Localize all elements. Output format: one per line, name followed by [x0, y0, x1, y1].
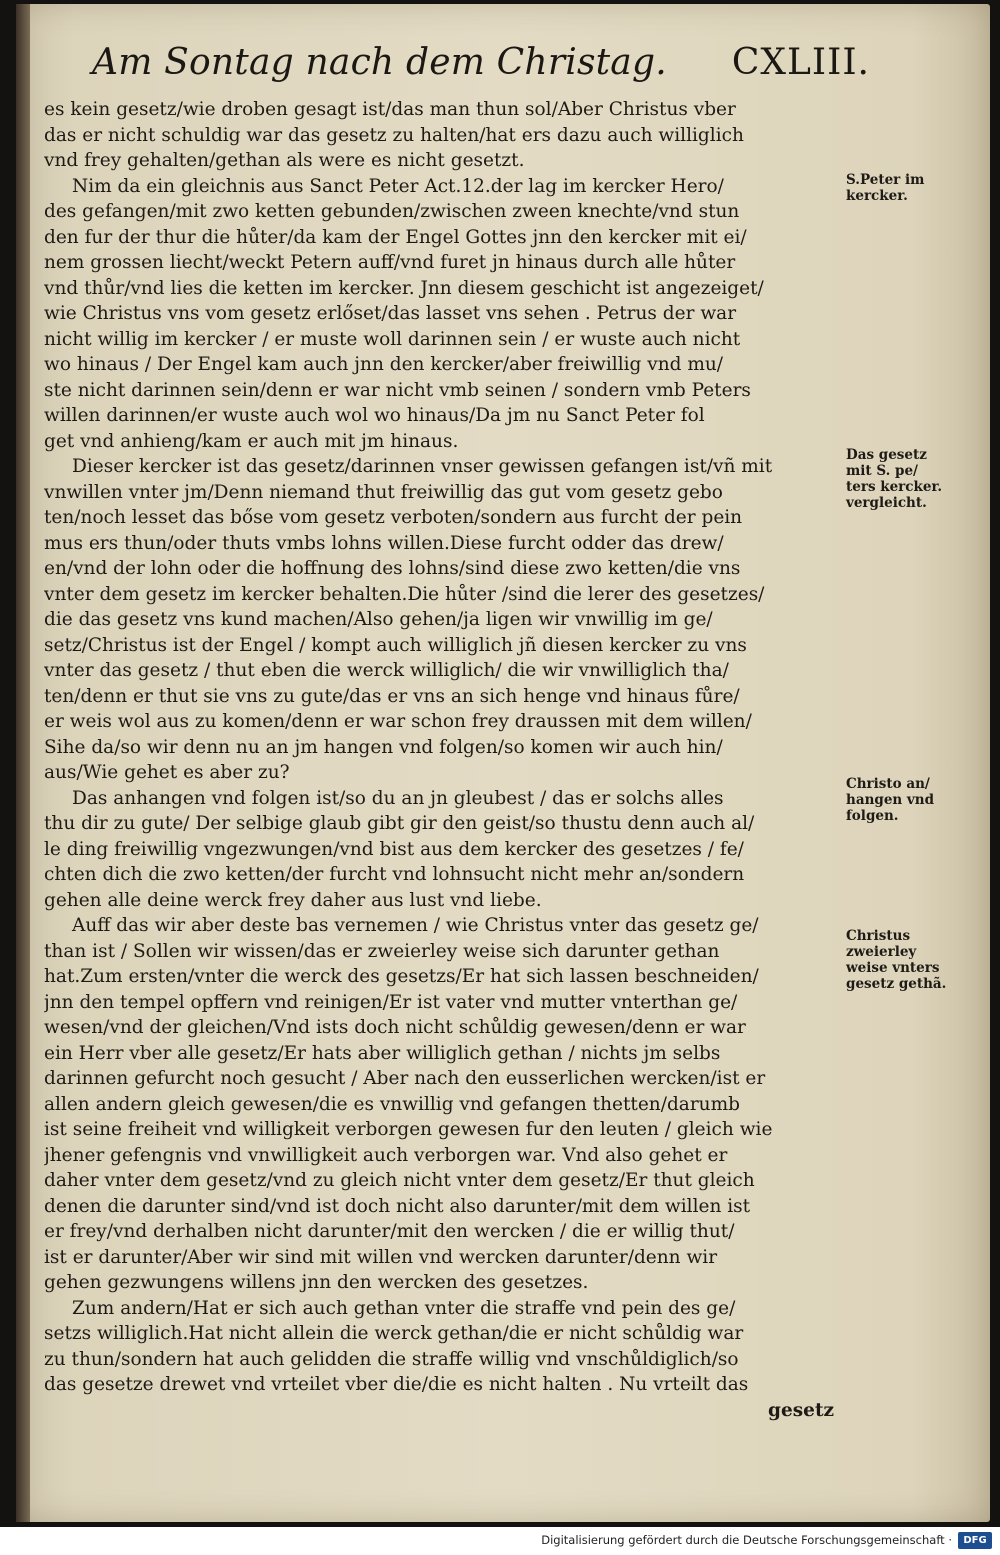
text-line: jhener gefengnis vnd vnwilligkeit auch verborgen war. Vnd also gehet er [44, 1144, 728, 1166]
text-line: die das gesetz vns kund machen/Also gehen/ja ligen wir vnwillig im ge/ [44, 609, 713, 630]
text-line: get vnd anhieng/kam er auch mit jm hinaus. [44, 430, 459, 452]
folio-number: CXLIII. [731, 42, 870, 83]
page-gutter-edge [16, 4, 30, 1522]
text-line: es kein gesetz/wie droben gesagt ist/das man thun sol/Aber Christus vber [44, 99, 736, 120]
text-line: allen andern gleich gewesen/die es vnwillig vnd gefangen thetten/darumb [44, 1093, 740, 1115]
margin-note [846, 928, 951, 992]
margin-note-line: Das gesetz [846, 447, 927, 463]
margin-note [846, 776, 951, 824]
text-line: Zum andern/Hat er sich auch gethan vnter die straffe vnd pein des ge/ [72, 1297, 736, 1319]
text-line: nicht willig im kercker / er muste woll darinnen sein / er wuste auch nicht [44, 328, 741, 350]
text-line: le ding freiwillig vngezwungen/vnd bist aus dem kercker des gesetzes / fe/ [44, 838, 744, 860]
margin-note-line: folgen. [846, 808, 899, 824]
text-line: den fur der thur die hůter/da kam der Engel Gottes jnn den kercker mit ei/ [44, 226, 747, 248]
text-line: er frey/vnd derhalben nicht darunter/mit den wercken / die er willig thut/ [44, 1221, 735, 1242]
text-line: Dieser kercker ist das gesetz/darinnen vnser gewissen gefangen ist/vñ mit [72, 456, 773, 477]
text-line: er weis wol aus zu komen/denn er war schon frey draussen mit dem willen/ [44, 711, 752, 732]
margin-note-line: ters kercker. [846, 479, 943, 495]
margin-note-line: zweierley [846, 944, 917, 960]
text-line: vnd thůr/vnd lies die ketten im kercker. Jnn diesem geschicht ist angezeiget/ [44, 277, 764, 299]
text-line: ste nicht darinnen sein/denn er war nicht vmb seinen / sondern vmb Peters [44, 379, 751, 401]
margin-note-line: Christo an/ [846, 776, 930, 792]
dfg-logo: DFG [958, 1532, 992, 1549]
margin-note-line: gesetz gethã. [846, 976, 947, 992]
text-line: daher vnter dem gesetz/vnd zu gleich nicht vnter dem gesetz/Er thut gleich [44, 1170, 755, 1191]
text-line: vnter das gesetz / thut eben die werck williglich/ die wir vnwilliglich tha/ [44, 660, 729, 681]
page-header [92, 38, 870, 88]
text-line: willen darinnen/er wuste auch wol wo hinaus/Da jm nu Sanct Peter fol [44, 405, 705, 426]
text-line: gehen alle deine werck frey daher aus lust vnd liebe. [44, 889, 542, 911]
text-line: zu thun/sondern hat auch gelidden die straffe willig vnd vnschůldiglich/so [44, 1348, 739, 1370]
text-line: thu dir zu gute/ Der selbige glaub gibt gir den geist/so thustu denn auch al/ [44, 813, 755, 834]
text-line: than ist / Sollen wir wissen/das er zweierley weise sich darunter gethan [44, 940, 720, 962]
footer-bar [0, 1527, 1000, 1555]
text-line: en/vnd der lohn oder die hoffnung des lohns/sind diese zwo ketten/die vns [44, 558, 741, 579]
text-line: vnd frey gehalten/gethan als were es nicht gesetzt. [44, 150, 525, 171]
margin-note [846, 447, 951, 511]
text-line: Auff das wir aber deste bas vernemen / wie Christus vnter das gesetz ge/ [72, 915, 759, 936]
text-line: chten dich die zwo ketten/der furcht vnd lohnsucht nicht mehr an/sondern [44, 864, 745, 885]
text-line: das er nicht schuldig war das gesetz zu halten/hat ers dazu auch williglich [44, 124, 744, 146]
text-line: hat.Zum ersten/vnter die werck des gesetzs/Er hat sich lassen beschneiden/ [44, 966, 759, 987]
margin-note [846, 172, 951, 204]
text-line: denen die darunter sind/vnd ist doch nicht also darunter/mit dem willen ist [44, 1195, 751, 1217]
margin-note-line: hangen vnd [846, 792, 935, 808]
margin-note-line: S.Peter im [846, 172, 925, 188]
running-title: Am Sontag nach dem Christag. [92, 42, 667, 83]
text-line: aus/Wie gehet es aber zu? [44, 762, 290, 783]
text-line: mus ers thun/oder thuts vmbs lohns willen.Diese furcht odder das drew/ [44, 532, 724, 554]
margin-note-line: mit S. pe/ [846, 463, 918, 479]
text-line: Nim da ein gleichnis aus Sanct Peter Act.12.der lag im kercker Hero/ [72, 175, 724, 197]
text-line: wo hinaus / Der Engel kam auch jnn den kercker/aber freiwillig vnd mu/ [44, 354, 724, 375]
text-line: darinnen gefurcht noch gesucht / Aber nach den eusserlichen wercken/ist er [44, 1068, 766, 1089]
text-line: ist er darunter/Aber wir sind mit willen vnd wercken darunter/denn wir [44, 1246, 718, 1268]
text-line: setz/Christus ist der Engel / kompt auch williglich jñ diesen kercker zu vns [44, 634, 747, 656]
text-line: vnwillen vnter jm/Denn niemand thut freiwillig das gut vom gesetz gebo [44, 481, 723, 503]
margin-note-line: Christus [846, 928, 911, 944]
text-line: ein Herr vber alle gesetz/Er hats aber williglich gethan / nichts jm selbs [44, 1042, 721, 1064]
catchword: gesetz [768, 1399, 834, 1421]
text-line: des gefangen/mit zwo ketten gebunden/zwischen zween knechte/vnd stun [44, 201, 740, 222]
text-line: ten/denn er thut sie vns zu gute/das er vns an sich henge vnd hinaus fůre/ [44, 685, 740, 707]
main-text-block [44, 97, 844, 1423]
text-line: ist seine freiheit vnd willigkeit verborgen gewesen fur den leuten / gleich wie [44, 1119, 773, 1140]
text-line: jnn den tempel opffern vnd reinigen/Er ist vater vnd mutter vnterthan ge/ [44, 991, 738, 1013]
text-line: wesen/vnd der gleichen/Vnd ists doch nicht schůldig gewesen/denn er war [44, 1017, 746, 1038]
text-line: nem grossen liecht/weckt Petern auff/vnd furet jn hinaus durch alle hůter [44, 252, 736, 273]
text-line: vnter dem gesetz im kercker behalten.Die hůter /sind die lerer des gesetzes/ [44, 583, 765, 605]
margin-note-line: vergleicht. [846, 495, 927, 511]
text-line: gehen gezwungens willens jnn den wercken des gesetzes. [44, 1272, 589, 1293]
text-line: Sihe da/so wir denn nu an jm hangen vnd folgen/so komen wir auch hin/ [44, 736, 723, 758]
margin-note-line: kercker. [846, 188, 908, 204]
margin-note-line: weise vnters [846, 960, 940, 976]
text-line: ten/noch lesset das bőse vom gesetz verboten/sondern aus furcht der pein [44, 507, 743, 528]
text-line: Das anhangen vnd folgen ist/so du an jn gleubest / das er solchs alles [72, 787, 724, 809]
text-line: das gesetze drewet vnd vrteilet vber die/die es nicht halten . Nu vrteilt das [44, 1374, 749, 1395]
text-line: wie Christus vns vom gesetz erlőset/das lasset vns sehen . Petrus der war [44, 303, 737, 324]
text-line: setzs williglich.Hat nicht allein die werck gethan/die er nicht schůldig war [44, 1323, 744, 1344]
funding-credit: Digitalisierung gefördert durch die Deutsche Forschungsgemeinschaft · [541, 1533, 952, 1547]
